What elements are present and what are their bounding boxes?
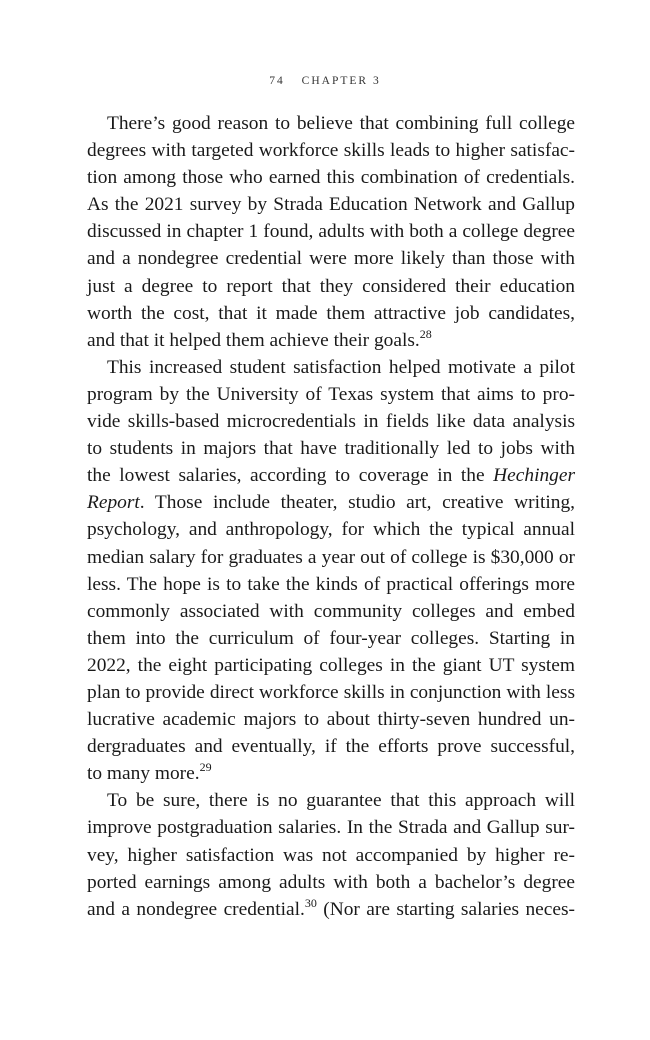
text-line: less. The hope is to take the kinds of practical offerings more [87,573,575,595]
text-segment: and a nondegree credential. [87,898,305,920]
text-line: program by the University of Texas system that aims to pro- [87,383,575,405]
footnote-marker: 29 [199,760,212,775]
text-line [87,327,575,354]
text-line: tion among those who earned this combination of credentials. [87,167,575,189]
text-line: commonly associated with community colleges and embed [87,600,575,622]
text-line: psychology, and anthropology, for which the typical annual [87,519,575,541]
running-head [0,75,650,87]
text-line: improve postgraduation salaries. In the Strada and Gallup sur- [87,817,575,839]
text-line: degrees with targeted workforce skills leads to higher satisfac- [87,140,575,162]
italic-title: Report [87,492,140,514]
text-line: dergraduates and eventually, if the efforts prove successful, [87,736,575,758]
footnote-marker: 28 [419,326,432,341]
text-line: This increased student satisfaction helped motivate a pilot [107,356,575,378]
body-text [87,110,575,923]
text-line [87,462,575,489]
text-segment: and that it helped them achieve their goals. [87,329,420,351]
footnote-marker: 30 [304,895,317,910]
page-number: 74 [269,75,285,87]
text-line: vey, higher satisfaction was not accompanied by higher re- [87,844,575,866]
text-line: discussed in chapter 1 found, adults with both a college degree [87,221,575,243]
chapter-label: CHAPTER 3 [301,75,381,87]
text-segment: the lowest salaries, according to coverage in the [87,465,494,487]
text-line: median salary for graduates a year out of college is $30,000 or [87,546,575,568]
text-line: to students in majors that have traditionally led to jobs with [87,438,575,460]
text-segment: . Those include theater, studio art, creative writing, [139,492,575,514]
text-line: just a degree to report that they considered their education [87,275,575,297]
text-line [87,896,575,923]
text-line: As the 2021 survey by Strada Education Network and Gallup [87,194,575,216]
text-line: worth the cost, that it made them attractive job candidates, [87,302,575,324]
text-line [87,760,575,787]
text-line: them into the curriculum of four-year colleges. Starting in [87,627,575,649]
text-line: plan to provide direct workforce skills in conjunction with less [87,681,575,703]
text-line: lucrative academic majors to about thirty-seven hundred un- [87,709,575,731]
text-line: 2022, the eight participating colleges in the giant UT system [87,654,575,676]
text-segment: to many more. [87,763,200,785]
text-segment: (Nor are starting salaries neces- [316,898,575,920]
text-line: To be sure, there is no guarantee that this approach will [107,790,575,812]
italic-title: Hechinger [493,465,575,487]
text-line: ported earnings among adults with both a bachelor’s degree [87,871,575,893]
text-line: There’s good reason to believe that combining full college [107,113,575,134]
text-line: and a nondegree credential were more likely than those with [87,248,575,270]
text-line: vide skills-based microcredentials in fields like data analysis [87,411,575,433]
text-line [87,489,575,516]
